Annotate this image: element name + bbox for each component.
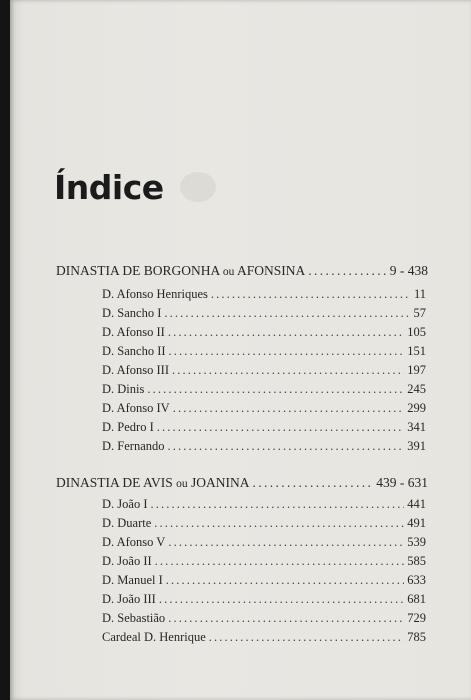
toc-entry[interactable] bbox=[102, 608, 426, 628]
dot-leader bbox=[168, 608, 404, 628]
toc-entry-name: D. Afonso IV bbox=[102, 401, 170, 415]
toc-entry-page: 785 bbox=[407, 630, 426, 644]
toc-entry-name: D. Afonso II bbox=[102, 325, 165, 339]
toc-section-title: DINASTIA DE BORGONHA ou AFONSINA bbox=[56, 263, 306, 278]
dot-leader bbox=[169, 341, 405, 361]
toc-page-range: 439 - 631 bbox=[376, 475, 428, 490]
toc-entry-name: D. João III bbox=[102, 592, 156, 606]
dot-leader bbox=[150, 494, 404, 514]
toc-entry-page: 539 bbox=[407, 535, 426, 549]
toc-entry[interactable] bbox=[102, 322, 426, 342]
toc-entry[interactable] bbox=[102, 494, 426, 514]
dot-leader bbox=[168, 436, 405, 456]
toc-section-avis[interactable] bbox=[56, 473, 428, 493]
dot-leader bbox=[168, 532, 404, 552]
toc-entry[interactable] bbox=[102, 360, 426, 380]
toc-entry[interactable] bbox=[102, 284, 426, 304]
dot-leader bbox=[164, 303, 410, 323]
toc-entry-name: D. João I bbox=[102, 497, 148, 511]
toc-page-range: 9 - 438 bbox=[389, 263, 428, 278]
dot-leader bbox=[209, 627, 404, 647]
toc-entry-page: 151 bbox=[407, 344, 426, 358]
dot-leader bbox=[166, 570, 405, 590]
toc-entry[interactable] bbox=[102, 417, 426, 437]
toc-entry-page: 681 bbox=[407, 592, 426, 606]
page-title: Índice bbox=[54, 168, 164, 207]
toc-entry-page: 341 bbox=[407, 420, 426, 434]
toc-entry-page: 633 bbox=[407, 573, 426, 587]
dot-leader bbox=[154, 513, 404, 533]
book-page bbox=[10, 0, 471, 700]
toc-entry-name: D. Manuel I bbox=[102, 573, 163, 587]
toc-entry-page: 299 bbox=[407, 401, 426, 415]
toc-entry-page: 391 bbox=[407, 439, 426, 453]
toc-entry-name: D. Afonso III bbox=[102, 363, 170, 377]
toc-entry-page: 105 bbox=[407, 325, 426, 339]
dot-leader bbox=[173, 398, 405, 418]
toc-entry[interactable] bbox=[102, 589, 426, 609]
toc-entry-page: 441 bbox=[407, 497, 426, 511]
toc-entry-page: 491 bbox=[407, 516, 426, 530]
toc-entry-name: D. Afonso Henriques bbox=[102, 287, 208, 301]
dot-leader bbox=[211, 284, 411, 304]
toc-entry-name: Cardeal D. Henrique bbox=[102, 630, 206, 644]
toc-entry[interactable] bbox=[102, 513, 426, 533]
dot-leader bbox=[253, 473, 374, 493]
toc-entry-page: 197 bbox=[407, 363, 426, 377]
page-bleed-through bbox=[180, 172, 216, 202]
dot-leader bbox=[159, 589, 404, 609]
dot-leader bbox=[308, 261, 386, 281]
toc-entry-name: D. Duarte bbox=[102, 516, 152, 530]
toc-entry-name: D. Fernando bbox=[102, 439, 165, 453]
toc-section-title: DINASTIA DE AVIS ou JOANINA bbox=[56, 475, 250, 490]
toc-entry-page: 729 bbox=[407, 611, 426, 625]
toc-entry[interactable] bbox=[102, 627, 426, 647]
toc-entry-name: D. João II bbox=[102, 554, 152, 568]
toc-entry[interactable] bbox=[102, 341, 426, 361]
toc-section-borgonha[interactable] bbox=[56, 261, 428, 281]
toc-entry-page: 245 bbox=[407, 382, 426, 396]
toc-entry-name: D. Afonso V bbox=[102, 535, 166, 549]
toc-entry-page: 11 bbox=[413, 287, 426, 301]
toc-entry-name: D. Sancho II bbox=[102, 344, 166, 358]
toc-entry[interactable] bbox=[102, 398, 426, 418]
toc-entry[interactable] bbox=[102, 551, 426, 571]
toc-entry[interactable] bbox=[102, 532, 426, 552]
dot-leader bbox=[168, 322, 404, 342]
toc-entry[interactable] bbox=[102, 379, 426, 399]
toc-entry[interactable] bbox=[102, 570, 426, 590]
toc-entry-page: 57 bbox=[413, 306, 426, 320]
toc-entry-name: D. Pedro I bbox=[102, 420, 154, 434]
toc-entry[interactable] bbox=[102, 303, 426, 323]
dot-leader bbox=[155, 551, 405, 571]
toc-entry-name: D. Dinis bbox=[102, 382, 145, 396]
toc-entry[interactable] bbox=[102, 436, 426, 456]
toc-entry-page: 585 bbox=[407, 554, 426, 568]
dot-leader bbox=[172, 360, 404, 380]
toc-entry-name: D. Sebastião bbox=[102, 611, 166, 625]
dot-leader bbox=[157, 417, 405, 437]
dot-leader bbox=[147, 379, 404, 399]
toc-entry-name: D. Sancho I bbox=[102, 306, 162, 320]
